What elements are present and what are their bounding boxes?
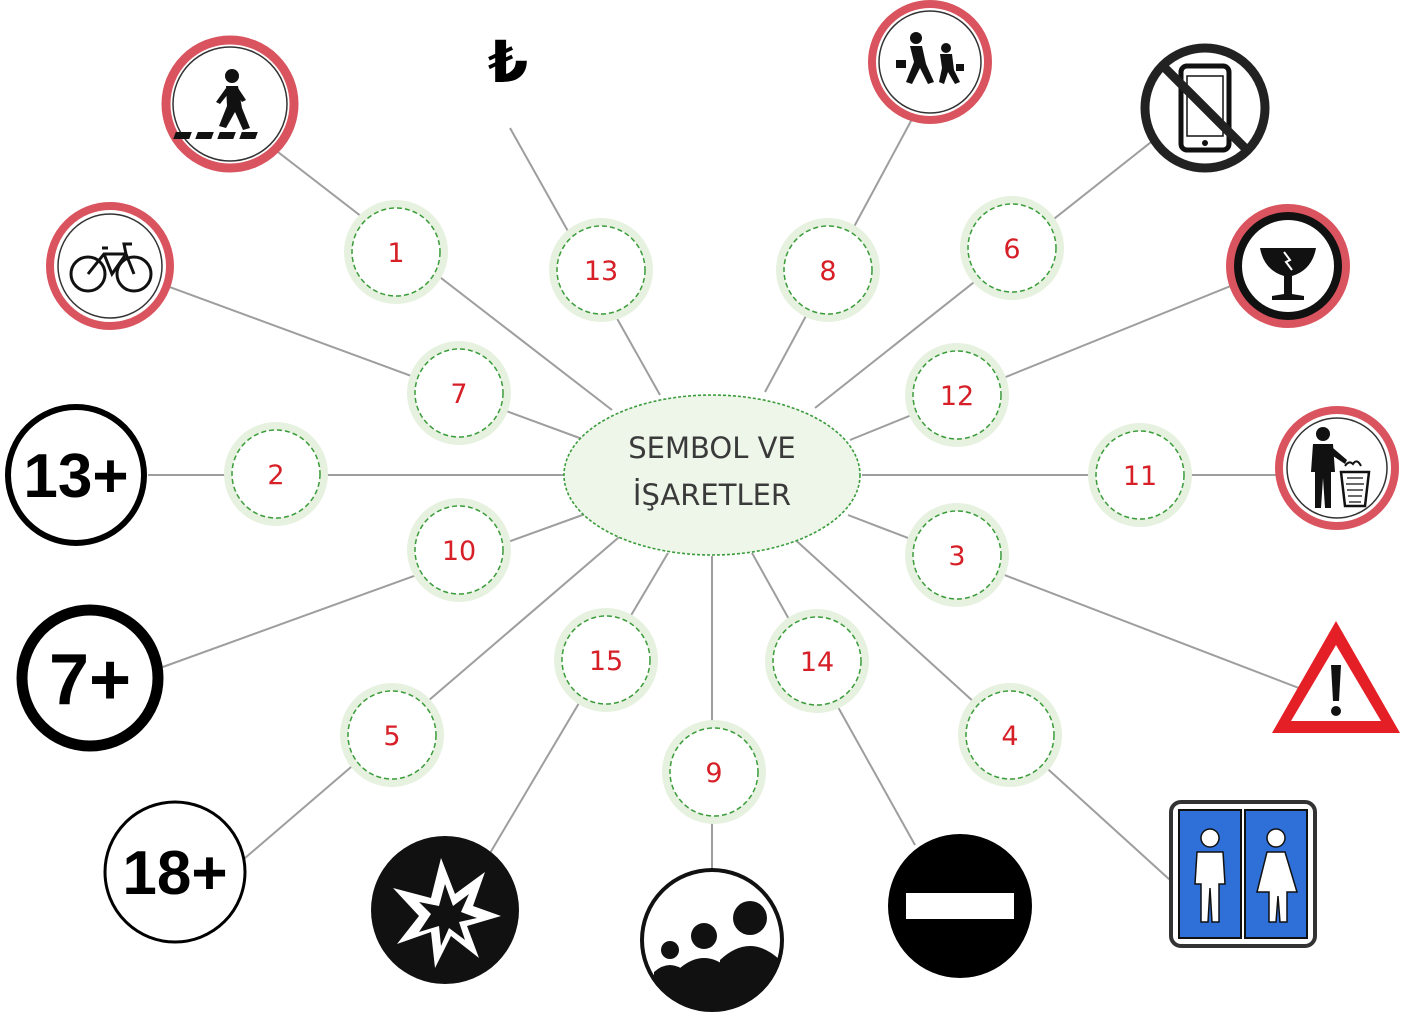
number-bubble xyxy=(960,196,1064,300)
center-node xyxy=(564,395,860,555)
age-13-plus-icon xyxy=(8,407,144,543)
bubble-number: 11 xyxy=(1122,461,1158,492)
bubble-number: 14 xyxy=(799,647,835,678)
svg-text:₺: ₺ xyxy=(487,28,529,96)
warning-triangle-icon xyxy=(1272,621,1400,733)
number-bubble xyxy=(905,343,1009,447)
number-bubble xyxy=(554,608,658,712)
turkish-lira-icon xyxy=(488,28,528,96)
number-bubble xyxy=(776,218,880,322)
no-entry-icon xyxy=(888,834,1032,978)
number-bubble xyxy=(765,609,869,713)
explosion-icon xyxy=(371,836,519,984)
center-title-line2: İŞARETLER xyxy=(632,478,792,512)
bubble-number: 6 xyxy=(1003,234,1021,265)
number-bubble xyxy=(549,218,653,322)
bubble-number: 2 xyxy=(267,460,285,491)
bubble-number: 10 xyxy=(441,536,477,567)
no-running-children-icon xyxy=(872,4,988,120)
number-bubble xyxy=(1088,423,1192,527)
bubble-number: 15 xyxy=(588,646,624,677)
bubble-number: 12 xyxy=(939,381,975,412)
svg-text:7+: 7+ xyxy=(48,640,132,720)
bubble-number: 4 xyxy=(1001,721,1019,752)
svg-text:13+: 13+ xyxy=(23,442,129,511)
fragile-glass-icon xyxy=(1230,208,1346,324)
bubble-number: 7 xyxy=(450,379,468,410)
number-bubble xyxy=(958,683,1062,787)
bubble-number: 1 xyxy=(387,238,405,269)
no-bicycle-icon xyxy=(50,206,170,326)
pedestrian-crossing-prohibited-icon xyxy=(166,40,294,168)
number-bubble xyxy=(344,200,448,304)
age-18-plus-icon xyxy=(105,802,245,942)
number-bubble xyxy=(407,498,511,602)
bubble-number: 3 xyxy=(948,541,966,572)
restroom-icon xyxy=(1171,802,1315,946)
no-littering-icon xyxy=(1279,410,1395,526)
crowd-icon xyxy=(642,870,782,1010)
bubble-number: 13 xyxy=(583,256,619,287)
number-bubble xyxy=(662,720,766,824)
bubble-number: 5 xyxy=(383,721,401,752)
number-bubble xyxy=(407,341,511,445)
number-bubble xyxy=(340,683,444,787)
number-bubble xyxy=(224,422,328,526)
no-phone-icon xyxy=(1145,48,1265,168)
number-bubble xyxy=(905,503,1009,607)
bubble-number: 8 xyxy=(819,256,837,287)
center-title-line1: SEMBOL VE xyxy=(628,431,796,465)
svg-text:18+: 18+ xyxy=(122,839,228,908)
age-7-plus-icon xyxy=(22,610,158,746)
bubble-number: 9 xyxy=(705,758,723,789)
